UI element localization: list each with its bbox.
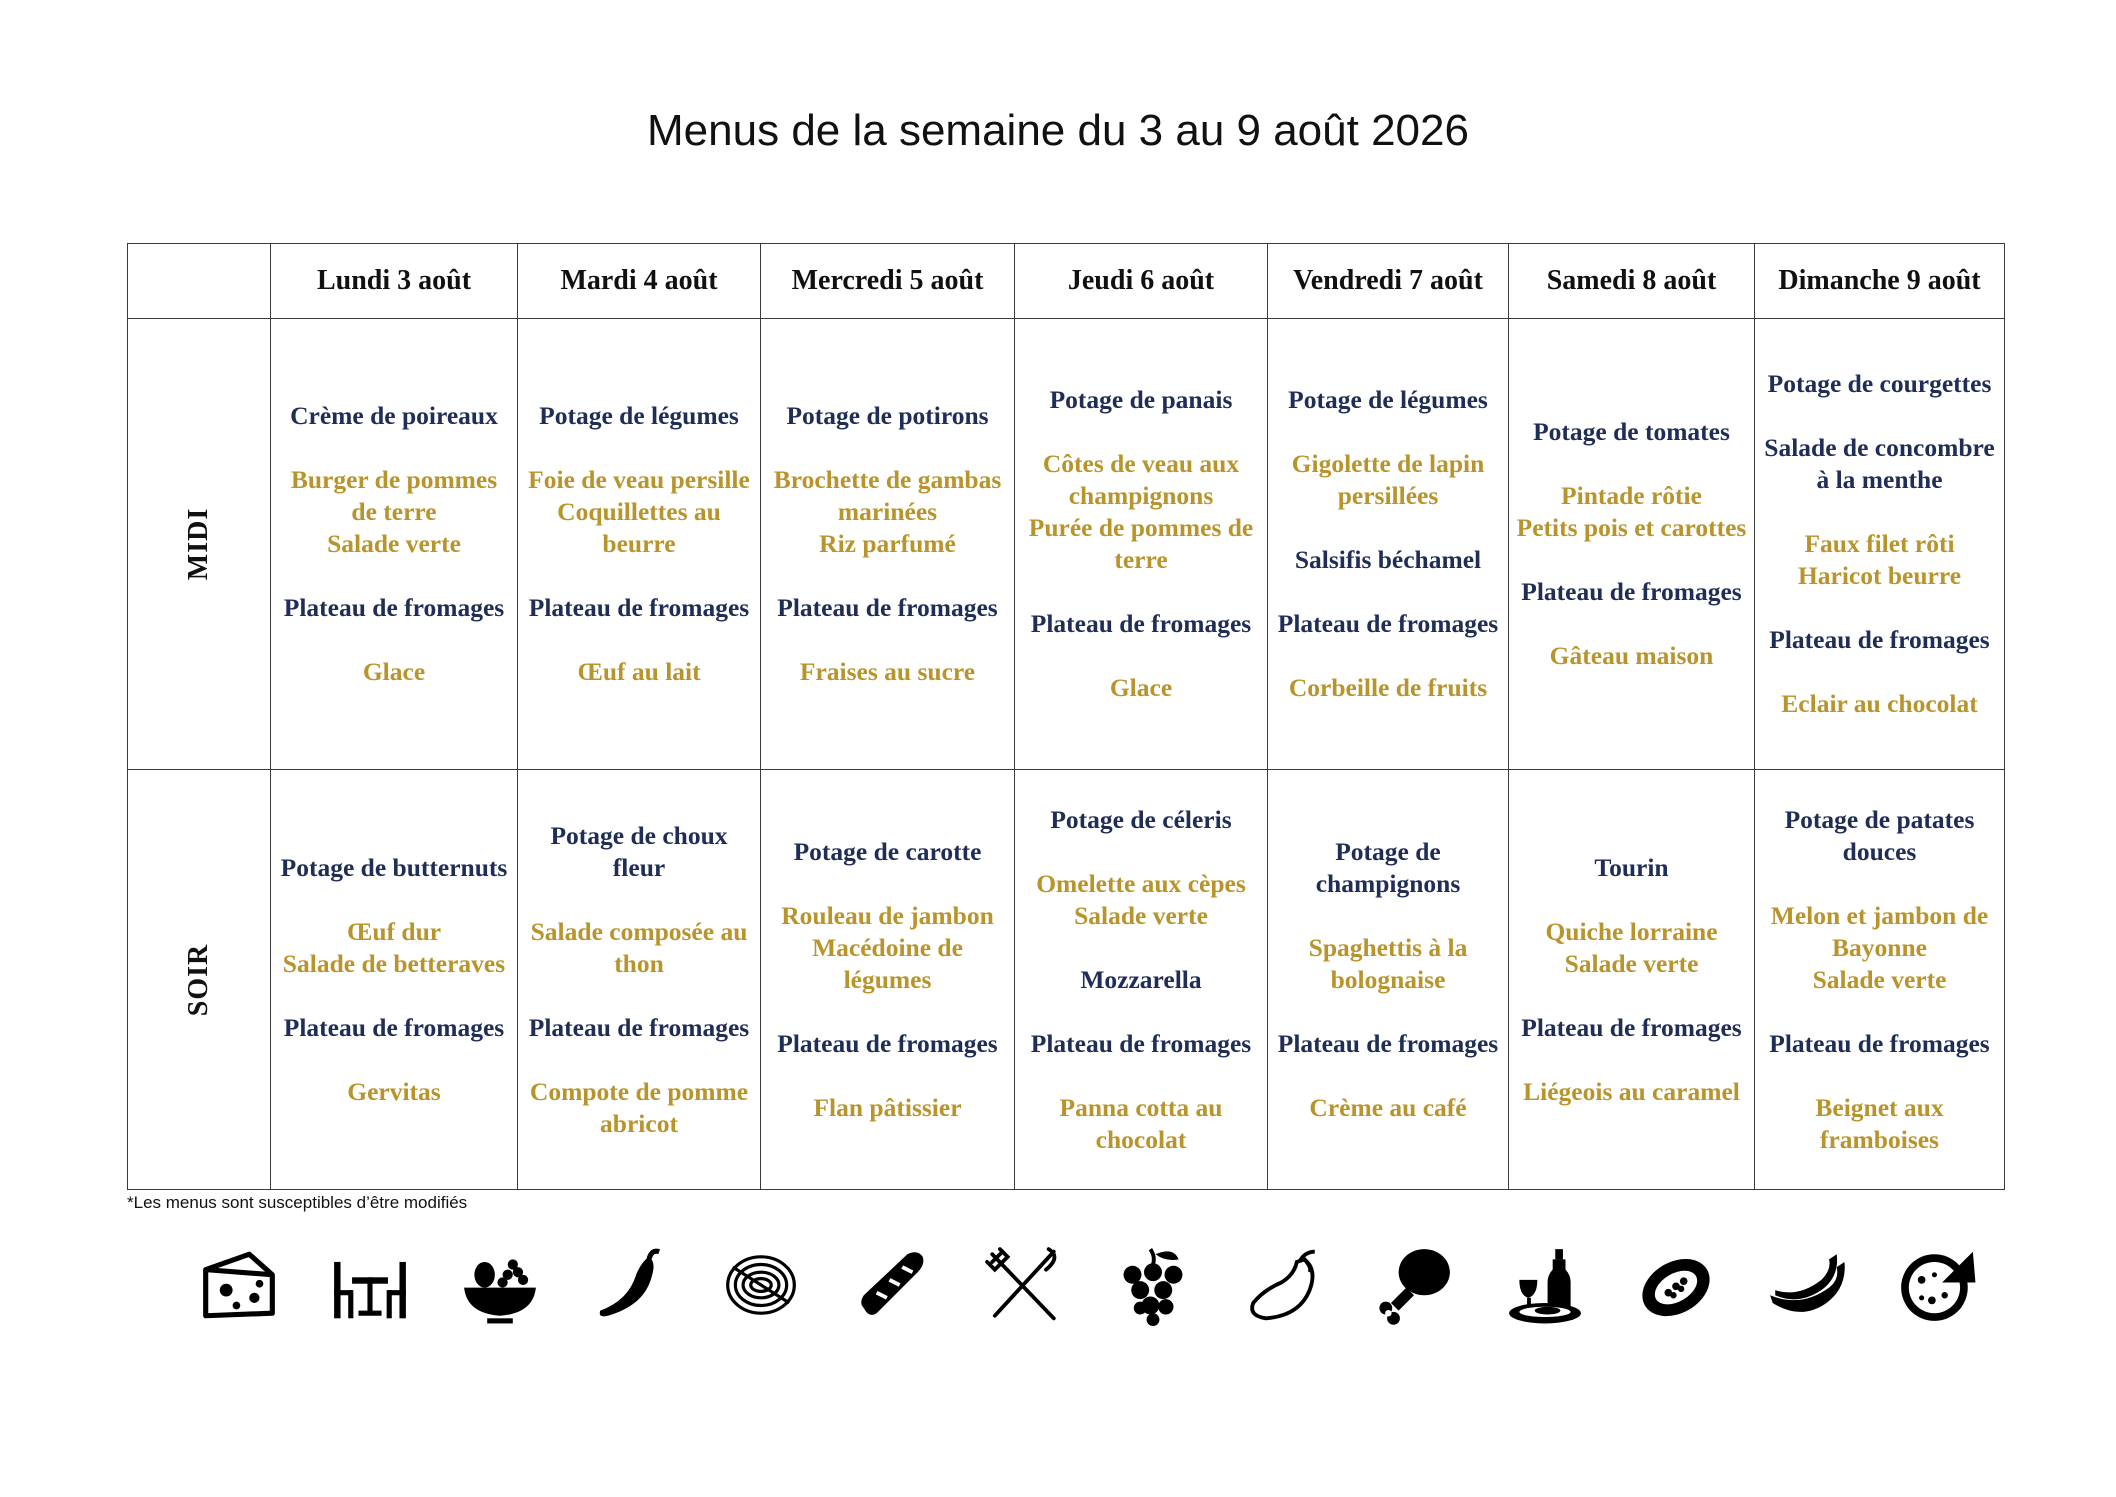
menu-item: Riz parfumé	[819, 529, 956, 558]
menu-item: Beignet aux framboises	[1815, 1092, 1944, 1154]
day-header: Jeudi 6 août	[1015, 244, 1268, 319]
menu-item: Crème de poireaux	[290, 401, 498, 430]
menu-item: Plateau de fromages	[528, 593, 750, 622]
menu-item: Petits pois et carottes	[1516, 513, 1747, 542]
menu-item: Foie de veau persille	[528, 465, 750, 494]
menu-item: Œuf au lait	[577, 657, 701, 686]
menu-item: Liégeois au caramel	[1523, 1076, 1740, 1106]
menu-item: Potage de carotte	[793, 836, 982, 866]
meal-label-midi: MIDI	[128, 319, 271, 770]
menu-item: Potage de courgettes	[1767, 369, 1992, 398]
menu-item: Crème au café	[1309, 1092, 1467, 1122]
menu-item: Melon et jambon de Bayonne	[1770, 900, 1989, 962]
menu-cell	[271, 770, 518, 1190]
menu-item: Plateau de fromages	[1769, 625, 1990, 654]
menu-item: Plateau de fromages	[1277, 609, 1499, 638]
menu-cell	[1755, 319, 2005, 770]
corner-cell	[128, 244, 271, 319]
menu-items	[767, 400, 1008, 688]
menu-item: Potage de panais	[1049, 385, 1233, 414]
disclaimer-note: *Les menus sont susceptibles d’être modifiés	[127, 1193, 468, 1212]
menu-item: Compote de pomme abricot	[529, 1076, 749, 1138]
header-row	[128, 244, 2005, 319]
soir-row	[128, 770, 2005, 1190]
menu-item: Plateau de fromages	[1769, 1028, 1990, 1058]
menu-item: Faux filet rôti	[1804, 529, 1955, 558]
food-icons-row	[198, 1240, 1978, 1330]
menu-cell	[761, 319, 1015, 770]
fork-knife-icon	[982, 1244, 1064, 1326]
menu-item: Plateau de fromages	[1030, 609, 1252, 638]
menu-items	[1515, 852, 1748, 1108]
menu-item: Plateau de fromages	[1521, 577, 1742, 606]
menu-item: Haricot beurre	[1797, 561, 1962, 590]
menu-cell	[518, 770, 761, 1190]
menu-item: Potage de légumes	[539, 401, 739, 430]
menu-item: Plateau de fromages	[1030, 1028, 1252, 1058]
menu-item: Plateau de fromages	[283, 593, 505, 622]
cheese-icon	[198, 1244, 280, 1326]
menu-cell	[1015, 319, 1268, 770]
menu-item: Potage de tomates	[1533, 417, 1730, 446]
bananas-icon	[1765, 1244, 1847, 1326]
menu-item: Flan pâtissier	[813, 1092, 962, 1122]
menu-cell	[1755, 770, 2005, 1190]
menu-items	[1761, 804, 1998, 1156]
day-header: Mercredi 5 août	[761, 244, 1015, 319]
menu-item: Tourin	[1594, 852, 1669, 882]
wine-dinner-icon	[1504, 1244, 1586, 1326]
chili-pepper-icon	[590, 1244, 672, 1326]
onion-icon	[720, 1244, 802, 1326]
day-header: Mardi 4 août	[518, 244, 761, 319]
baguette-icon	[851, 1244, 933, 1326]
menu-item: Potage de butternuts	[280, 852, 508, 882]
menu-items	[1021, 804, 1261, 1156]
menu-items	[1515, 416, 1748, 672]
menu-item: Fraises au sucre	[799, 657, 976, 686]
menu-item: Côtes de veau aux champignons	[1042, 449, 1240, 510]
menu-item: Œuf dur	[346, 916, 442, 946]
pizza-icon	[1896, 1244, 1978, 1326]
menu-item: Potage de légumes	[1288, 385, 1488, 414]
menu-cell	[1268, 770, 1509, 1190]
menu-item: Gervitas	[347, 1076, 441, 1106]
day-header: Dimanche 9 août	[1755, 244, 2005, 319]
menu-item: Eclair au chocolat	[1781, 689, 1978, 718]
menu-item: Salade de concombre à la menthe	[1764, 433, 1995, 494]
menu-item: Panna cotta au chocolat	[1059, 1092, 1223, 1154]
menu-item: Omelette aux cèpes	[1036, 868, 1246, 898]
menu-item: Plateau de fromages	[1277, 1028, 1499, 1058]
menu-item: Salade composée au thon	[530, 916, 748, 978]
menu-item: Potage de potirons	[786, 401, 989, 430]
menu-cell	[1509, 770, 1755, 1190]
menu-cell	[1015, 770, 1268, 1190]
menu-item: Plateau de fromages	[777, 1028, 998, 1058]
menu-item: Coquillettes au beurre	[557, 497, 721, 558]
day-header: Samedi 8 août	[1509, 244, 1755, 319]
menu-item: Brochette de gambas marinées	[773, 465, 1002, 526]
menu-item: Glace	[1109, 673, 1173, 702]
menu-items	[1274, 384, 1502, 704]
menu-item: Plateau de fromages	[528, 1012, 750, 1042]
menu-table	[127, 243, 2005, 1190]
menu-item: Salade verte	[1564, 948, 1699, 978]
menu-cell	[1509, 319, 1755, 770]
menu-item: Pintade rôtie	[1561, 481, 1702, 510]
menu-item: Plateau de fromages	[777, 593, 998, 622]
menu-item: Potage de patates douces	[1784, 804, 1975, 866]
eggplant-icon	[1243, 1244, 1325, 1326]
menu-items	[524, 400, 754, 688]
menu-item: Mozzarella	[1080, 964, 1202, 994]
menu-item: Salsifis béchamel	[1294, 545, 1482, 574]
menu-cell	[271, 319, 518, 770]
menu-item: Gigolette de lapin persillées	[1291, 449, 1485, 510]
menu-item: Potage de céleris	[1050, 804, 1232, 834]
menu-items	[277, 400, 511, 688]
menu-item: Salade verte	[1074, 900, 1208, 930]
papaya-icon	[1635, 1244, 1717, 1326]
chicken-leg-icon	[1373, 1244, 1455, 1326]
menu-items	[524, 820, 754, 1140]
menu-item: Salade verte	[327, 529, 461, 558]
menu-item: Potage de choux fleur	[550, 820, 728, 882]
menu-item: Rouleau de jambon	[781, 900, 994, 930]
table-chairs-icon	[329, 1244, 411, 1326]
menu-items	[1021, 384, 1261, 704]
day-header: Vendredi 7 août	[1268, 244, 1509, 319]
menu-item: Burger de pommes de terre	[290, 465, 498, 526]
midi-row	[128, 319, 2005, 770]
menu-items	[277, 852, 511, 1108]
menu-item: Potage de champignons	[1315, 836, 1461, 898]
menu-item: Salade de betteraves	[282, 948, 506, 978]
menu-item: Macédoine de légumes	[812, 932, 963, 994]
menu-item: Corbeille de fruits	[1288, 673, 1488, 702]
menu-item: Spaghettis à la bolognaise	[1308, 932, 1468, 994]
meal-label-soir: SOIR	[128, 770, 271, 1190]
menu-item: Plateau de fromages	[1521, 1012, 1742, 1042]
day-header: Lundi 3 août	[271, 244, 518, 319]
menu-item: Salade verte	[1812, 964, 1947, 994]
menu-items	[1761, 368, 1998, 720]
menu-item: Plateau de fromages	[283, 1012, 505, 1042]
menu-cell	[1268, 319, 1509, 770]
grapes-icon	[1112, 1244, 1194, 1326]
fruit-bowl-icon	[459, 1244, 541, 1326]
menu-cell	[518, 319, 761, 770]
menu-item: Glace	[362, 657, 426, 686]
menu-cell	[761, 770, 1015, 1190]
page-title: Menus de la semaine du 3 au 9 août 2026	[647, 106, 1469, 155]
menu-item: Gâteau maison	[1549, 641, 1714, 670]
menu-item: Quiche lorraine	[1545, 916, 1718, 946]
menu-item: Purée de pommes de terre	[1028, 513, 1254, 574]
menu-items	[767, 836, 1008, 1124]
menu-items	[1274, 836, 1502, 1124]
